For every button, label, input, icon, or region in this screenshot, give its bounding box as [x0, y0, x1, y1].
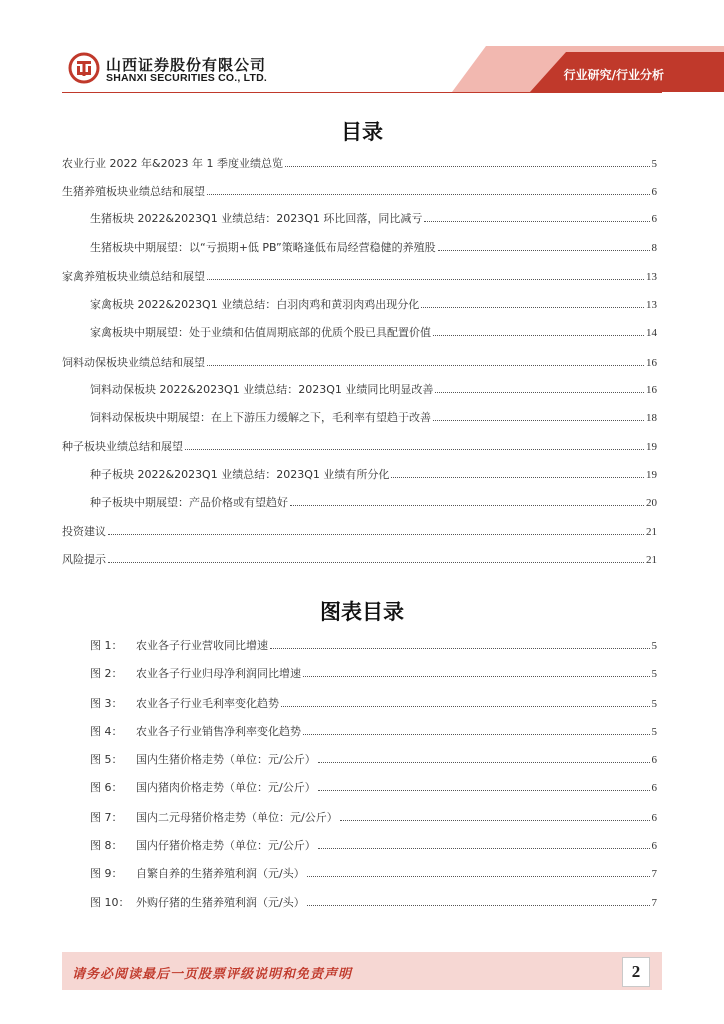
toc-entry-page: 21 — [646, 526, 657, 538]
toc-entry-page: 16 — [646, 384, 657, 396]
toc-entry[interactable] — [90, 210, 657, 226]
dot-leader — [318, 779, 650, 791]
figure-entry[interactable] — [90, 637, 657, 653]
toc-title: 目录 — [341, 120, 383, 144]
figure-number: 图 4： — [90, 725, 123, 738]
toc-entry-title: 投资建议 — [62, 525, 106, 538]
figure-number: 图 9： — [90, 867, 123, 880]
figure-number: 图 6： — [90, 781, 123, 794]
toc-entry-page: 20 — [646, 497, 657, 509]
figure-number: 图 10： — [90, 896, 130, 909]
figure-title: 国内仔猪价格走势（单位：元/公斤） — [136, 839, 316, 852]
figure-page: 7 — [651, 897, 657, 909]
figure-page: 7 — [651, 868, 657, 880]
figure-title: 自繁自养的生猪养殖利润（元/头） — [136, 867, 305, 880]
dot-leader — [307, 865, 650, 877]
figure-page: 6 — [651, 840, 657, 852]
dot-leader — [435, 381, 644, 393]
figure-entry[interactable] — [90, 865, 657, 881]
dot-leader — [108, 551, 644, 563]
header-band — [0, 0, 724, 100]
figure-page: 5 — [651, 640, 657, 652]
toc-entry[interactable] — [90, 296, 657, 312]
dot-leader — [207, 354, 644, 366]
toc-entry-title: 生猪养殖板块业绩总结和展望 — [62, 185, 205, 198]
dot-leader — [424, 210, 649, 222]
toc-entry[interactable] — [90, 324, 657, 340]
figure-page: 6 — [651, 812, 657, 824]
toc-entry[interactable] — [62, 438, 657, 454]
toc-entry-page: 8 — [651, 242, 657, 254]
toc-entry-title: 家禽板块 2022&2023Q1 业绩总结：白羽肉鸡和黄羽肉鸡出现分化 — [90, 298, 420, 311]
figure-entry[interactable] — [90, 665, 657, 681]
figure-title: 国内生猪价格走势（单位：元/公斤） — [136, 753, 316, 766]
figure-number: 图 5： — [90, 753, 123, 766]
dot-leader — [421, 296, 644, 308]
toc-entry-page: 14 — [646, 327, 657, 339]
toc-entry-title: 农业行业 2022 年&2023 年 1 季度业绩总览 — [62, 157, 284, 170]
toc-entry-title: 种子板块业绩总结和展望 — [62, 440, 183, 453]
figure-entry[interactable] — [90, 837, 657, 853]
figure-number: 图 8： — [90, 839, 123, 852]
toc-entry-page: 19 — [646, 441, 657, 453]
toc-entry-page: 21 — [646, 554, 657, 566]
toc-entry-title: 种子板块中期展望：产品价格或有望趋好 — [90, 496, 288, 509]
toc-entry-page: 19 — [646, 469, 657, 481]
dot-leader — [303, 665, 650, 677]
dot-leader — [318, 751, 650, 763]
toc-entry-title: 饲料动保板块业绩总结和展望 — [62, 356, 205, 369]
company-name-cn: 山西证券股份有限公司 — [106, 56, 267, 74]
dot-leader — [207, 183, 650, 195]
toc-entry[interactable] — [62, 183, 657, 199]
toc-entry-title: 饲料动保板块中期展望：在上下游压力缓解之下，毛利率有望趋于改善 — [90, 411, 431, 424]
figure-entry[interactable] — [90, 894, 657, 910]
figure-entry[interactable] — [90, 695, 657, 711]
dot-leader — [438, 239, 650, 251]
figure-title: 外购仔猪的生猪养殖利润（元/头） — [136, 896, 305, 909]
figure-title: 农业各子行业毛利率变化趋势 — [136, 697, 279, 710]
figure-title: 国内二元母猪价格走势（单位：元/公斤） — [136, 811, 338, 824]
dot-leader — [285, 155, 649, 167]
dot-leader — [281, 695, 650, 707]
figure-page: 5 — [651, 668, 657, 680]
figure-entry[interactable] — [90, 779, 657, 795]
toc-entry-title: 生猪板块 2022&2023Q1 业绩总结：2023Q1 环比回落，同比减亏 — [90, 212, 423, 225]
toc-entry-page: 5 — [651, 158, 657, 170]
toc-entry[interactable] — [62, 354, 657, 370]
toc-entry[interactable] — [90, 466, 657, 482]
toc-entry-page: 16 — [646, 357, 657, 369]
dot-leader — [207, 268, 644, 280]
dot-leader — [318, 837, 650, 849]
toc-entry-title: 饲料动保板块 2022&2023Q1 业绩总结：2023Q1 业绩同比明显改善 — [90, 383, 434, 396]
toc-entry[interactable] — [90, 239, 657, 255]
dot-leader — [290, 494, 644, 506]
toc-entry-page: 13 — [646, 299, 657, 311]
dot-leader — [270, 637, 650, 649]
toc-entry-title: 生猪板块中期展望：以“亏损期+低 PB”策略逢低布局经营稳健的养殖股 — [90, 241, 436, 254]
toc-entry[interactable] — [90, 494, 657, 510]
toc-entry-page: 6 — [651, 213, 657, 225]
figure-number: 图 3： — [90, 697, 123, 710]
figure-entry[interactable] — [90, 809, 657, 825]
page-number: 2 — [622, 957, 650, 987]
dot-leader — [433, 324, 644, 336]
dot-leader — [391, 466, 644, 478]
disclaimer-text: 请务必阅读最后一页股票评级说明和免责声明 — [72, 967, 353, 982]
toc-entry-title: 家禽板块中期展望：处于业绩和估值周期底部的优质个股已具配置价值 — [90, 326, 431, 339]
figure-toc-title: 图表目录 — [320, 600, 404, 624]
figure-page: 6 — [651, 754, 657, 766]
figure-number: 图 7： — [90, 811, 123, 824]
report-category: 行业研究/行业分析 — [563, 68, 664, 82]
toc-entry-title: 家禽养殖板块业绩总结和展望 — [62, 270, 205, 283]
toc-entry[interactable] — [90, 409, 657, 425]
figure-title: 农业各子行业销售净利率变化趋势 — [136, 725, 301, 738]
toc-entry[interactable] — [62, 523, 657, 539]
dot-leader — [433, 409, 644, 421]
figure-entry[interactable] — [90, 723, 657, 739]
toc-entry-title: 种子板块 2022&2023Q1 业绩总结：2023Q1 业绩有所分化 — [90, 468, 390, 481]
toc-entry-page: 6 — [651, 186, 657, 198]
toc-entry[interactable] — [62, 551, 657, 567]
figure-page: 6 — [651, 782, 657, 794]
figure-page: 5 — [651, 698, 657, 710]
dot-leader — [185, 438, 644, 450]
figure-title: 农业各子行业营收同比增速 — [136, 639, 268, 652]
figure-number: 图 2： — [90, 667, 123, 680]
figure-entry[interactable] — [90, 751, 657, 767]
toc-entry[interactable] — [62, 268, 657, 284]
page-header — [0, 0, 724, 100]
toc-entry[interactable] — [62, 155, 657, 171]
toc-entry-title: 风险提示 — [62, 553, 106, 566]
toc-entry-page: 18 — [646, 412, 657, 424]
dot-leader — [303, 723, 650, 735]
company-name-en: SHANXI SECURITIES CO., LTD. — [106, 72, 267, 84]
figure-title: 国内猪肉价格走势（单位：元/公斤） — [136, 781, 316, 794]
toc-entry-page: 13 — [646, 271, 657, 283]
figure-title: 农业各子行业归母净利润同比增速 — [136, 667, 301, 680]
dot-leader — [307, 894, 650, 906]
figure-number: 图 1： — [90, 639, 123, 652]
header-divider — [62, 92, 662, 93]
dot-leader — [340, 809, 650, 821]
dot-leader — [108, 523, 644, 535]
toc-entry[interactable] — [90, 381, 657, 397]
sxs-logo-icon — [68, 52, 100, 84]
figure-page: 5 — [651, 726, 657, 738]
